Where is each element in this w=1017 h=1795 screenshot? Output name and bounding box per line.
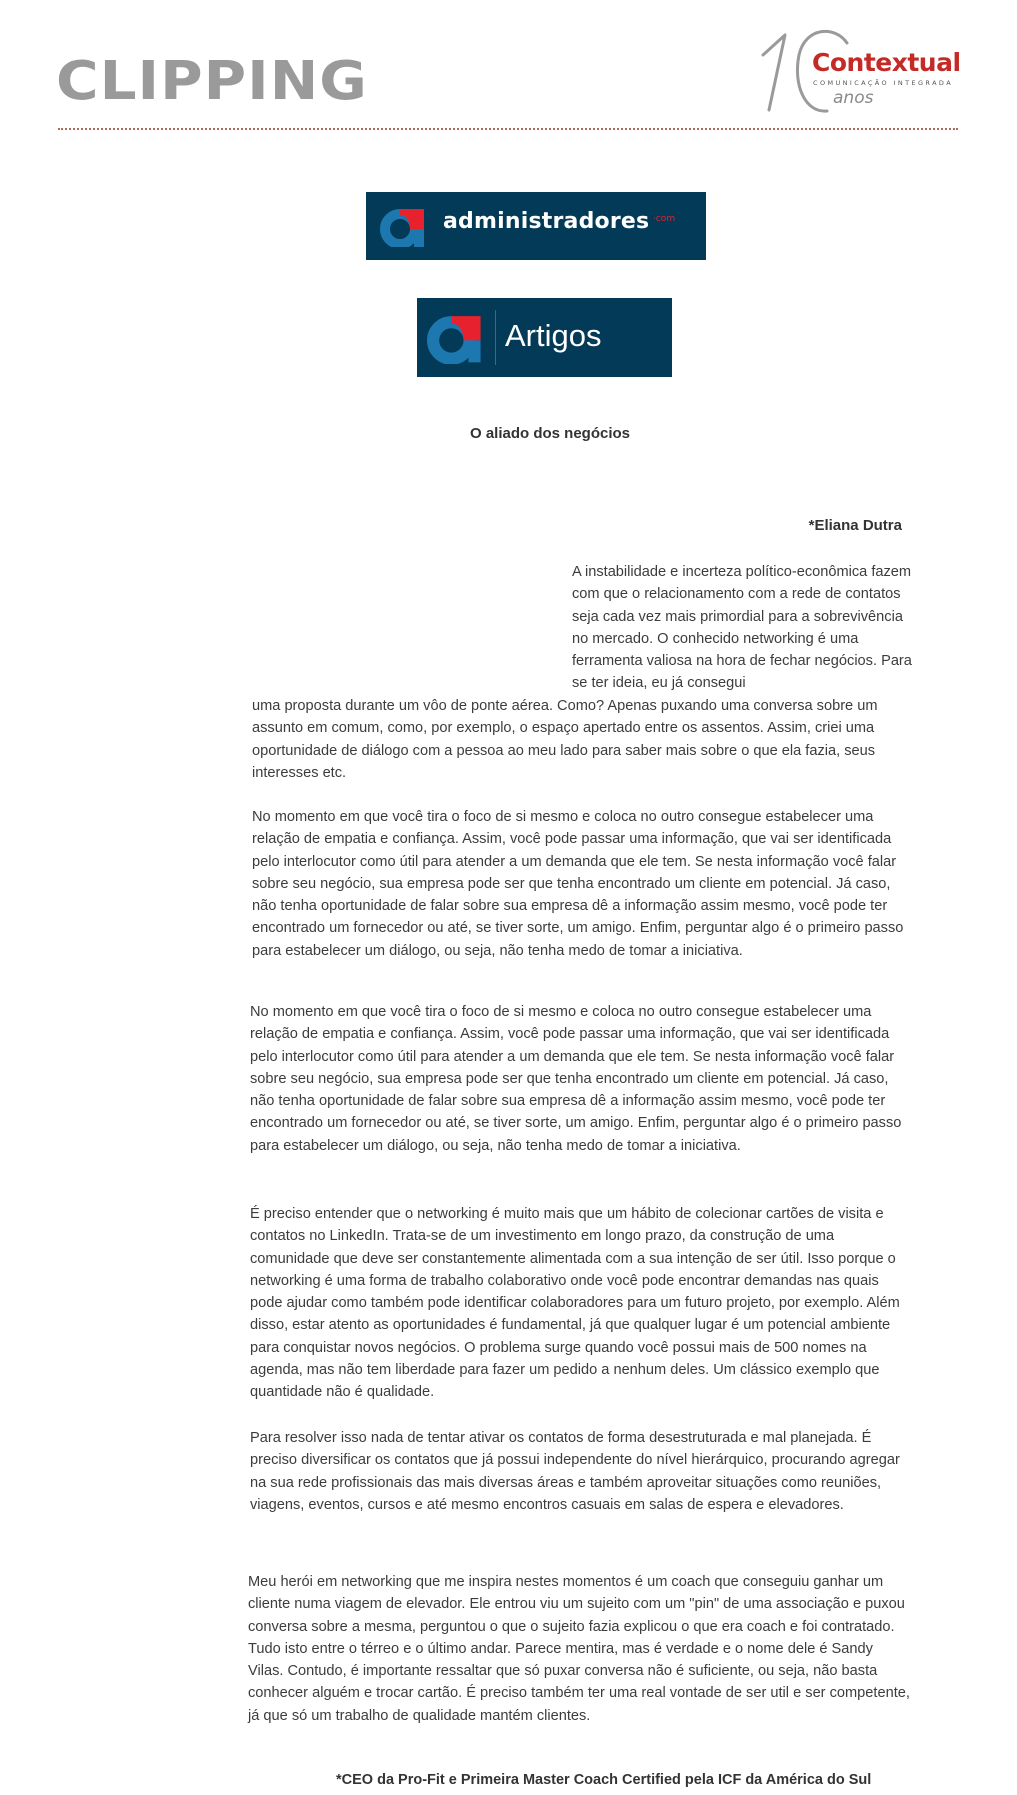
clipping-title: CLIPPING	[56, 49, 368, 112]
paragraph-4: É preciso entender que o networking é muito mais que um hábito de colecionar cartões de visita e contatos no LinkedIn. Trata-se de um investimento em longo prazo, da construção de uma comunidade que deve ser constantemente alimentada com a sua intenção de ser útil. Isso porque o networking é uma forma de trabalho colaborativo onde você pode encontrar demandas nas quais pode ajudar como também pode identificar colaboradores para um futuro projeto, por exemplo. Além disso, estar atento as oportunidades é fundamental, já que qualquer lugar é um potencial ambiente para conquistar novos negócios. O problema surge quando você possui mais de 500 nomes na agenda, mas não tem liberdade para fazer um pedido a nenhum deles. Um clássico exemplo que quantidade não é qualidade.	[250, 1206, 900, 1401]
section-name: Artigos	[505, 318, 602, 353]
publication-name: administradores	[443, 209, 650, 234]
paragraph-5: Para resolver isso nada de tentar ativar os contatos de forma desestruturada e mal planejada. É preciso diversificar os contatos que já possui independente do nível hierárquico, procurando agregar na sua rede profissionais das mais diversas áreas e também aproveitar situações como reuniões, viagens, eventos, cursos e até mesmo encontros casuais em salas de espera e elevadores.	[250, 1430, 900, 1513]
publication-suffix: ·com	[653, 214, 676, 224]
banner-separator	[495, 310, 496, 365]
artigos-banner	[417, 298, 672, 377]
paragraph-6: Meu herói em networking que me inspira nestes momentos é um coach que conseguiu ganhar um cliente numa viagem de elevador. Ele entrou viu um sujeito com um "pin" de uma associação e puxou conversa sobre a mesma, perguntou o que o sujeito fazia explicou o que era coach e foi contratado. Tudo isto entre o térreo e o último andar. Parece mentira, mas é verdade e o nome dele é Sandy Vilas. Contudo, é importante ressaltar que só puxar conversa não é suficiente, ou seja, não basta conhecer alguém e trocar cartão. É preciso também ter uma real vontade de ser util e ser competente, já que só um trabalho de qualidade mantém clientes.	[248, 1574, 910, 1724]
contextual-brand: Contextual	[812, 48, 961, 77]
paragraph-1-intro: A instabilidade e incerteza político-econômica fazem com que o relacionamento com a rede de contatos seja cada vez mais primordial para a sobrevivência no mercado. O conhecido networking é uma ferramenta valiosa na hora de fechar negócios. Para se ter ideia, eu já consegui	[572, 564, 912, 692]
paragraph-3: No momento em que você tira o foco de si mesmo e coloca no outro consegue estabelecer uma relação de empatia e confiança. Assim, você pode passar uma informação, que vai ser identificada pelo interlocutor como útil para atender a um demanda que ele tem. Se nesta informação você falar sobre seu negócio, sua empresa pode ser que tenha encontrado um cliente em potencial. Já caso, não tenha oportunidade de falar sobre sua empresa dê a informação assim mesmo, você pode ter encontrado um fornecedor ou até, se tiver sorte, um amigo. Enfim, perguntar algo é o primeiro passo para estabelecer um diálogo, ou seja, não tenha medo de tomar a iniciativa.	[250, 1004, 902, 1154]
contextual-anos: anos	[833, 88, 874, 108]
author-note: *CEO da Pro-Fit e Primeira Master Coach Certified pela ICF da América do Sul	[336, 1772, 872, 1788]
administradores-logo-icon	[427, 312, 483, 364]
article-author: *Eliana Dutra	[808, 517, 902, 534]
administradores-banner	[366, 192, 706, 260]
contextual-logo	[755, 25, 970, 120]
header-divider	[58, 128, 958, 130]
article-title: O aliado dos negócios	[469, 425, 631, 442]
paragraph-1-continuation: uma proposta durante um vôo de ponte aérea. Como? Apenas puxando uma conversa sobre um assunto em comum, como, por exemplo, o espaço apertado entre os assentos. Assim, criei uma oportunidade de diálogo com a pessoa ao meu lado para saber mais sobre o que ela fazia, seus interesses etc.	[252, 698, 878, 781]
contextual-tagline: COMUNICAÇÃO INTEGRADA	[813, 79, 954, 87]
paragraph-2: No momento em que você tira o foco de si mesmo e coloca no outro consegue estabelecer uma relação de empatia e confiança. Assim, você pode passar uma informação, que vai ser identificada pelo interlocutor como útil para atender a um demanda que ele tem. Se nesta informação você falar sobre seu negócio, sua empresa pode ser que tenha encontrado um cliente em potencial. Já caso, não tenha oportunidade de falar sobre sua empresa dê a informação assim mesmo, você pode ter encontrado um fornecedor ou até, se tiver sorte, um amigo. Enfim, perguntar algo é o primeiro passo para estabelecer um diálogo, ou seja, não tenha medo de tomar a iniciativa.	[252, 809, 904, 959]
administradores-logo-icon	[380, 207, 426, 247]
